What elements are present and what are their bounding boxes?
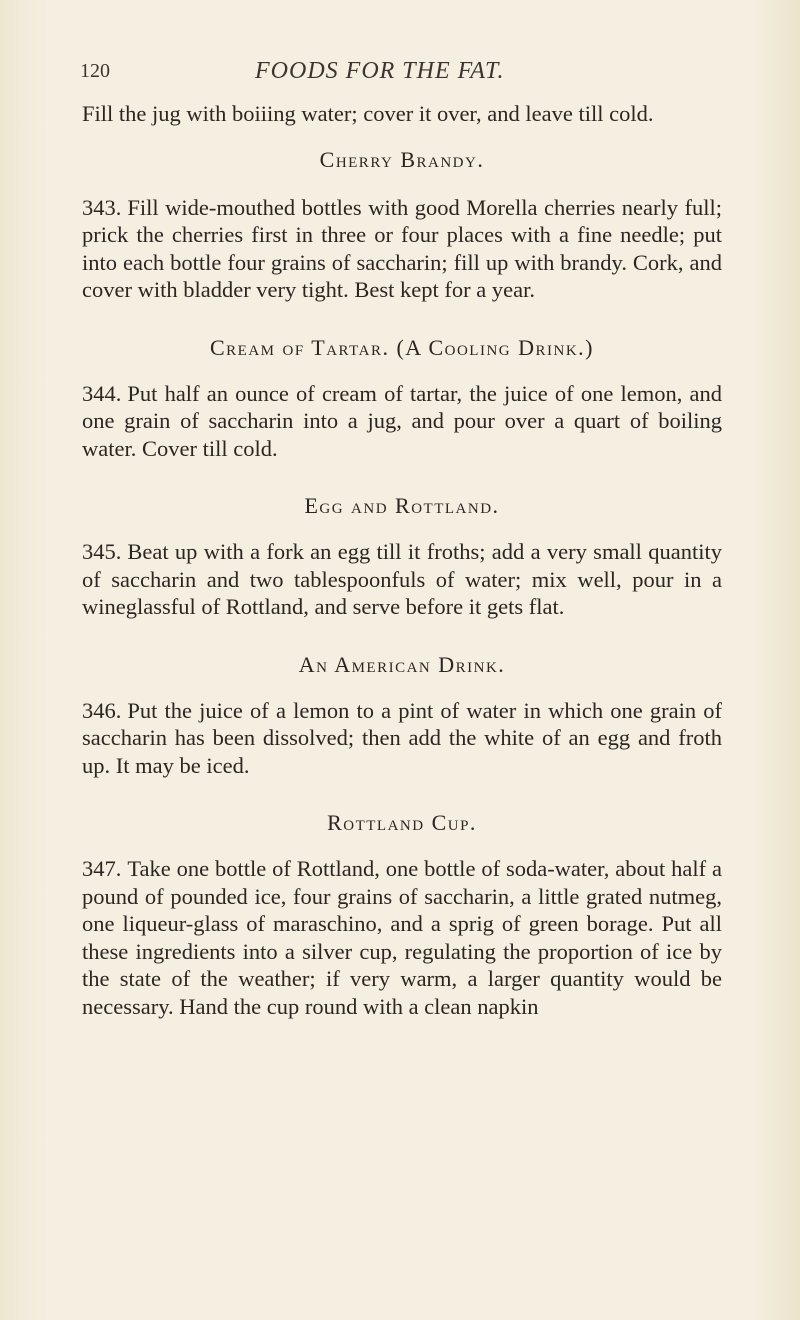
recipe-text: Fill wide-mouthed bottles with good Morella cherries nearly full; prick the cherries first in three or four places with a fine needle; put into each bottle four grains of saccharin; fill up with brandy. Cork, and cover with bladder very tight. Best kept for a year. xyxy=(82,194,722,302)
recipe-title: Cream of Tartar. (A Cooling Drink.) xyxy=(209,334,594,360)
recipe-title: Egg and Rottland. xyxy=(304,493,500,518)
recipe-paragraph xyxy=(82,697,722,780)
recipe-number: 343. xyxy=(82,194,122,220)
intro-paragraph: Fill the jug with boiiing water; cover it over, and leave till cold. xyxy=(82,101,654,126)
recipe-paragraph xyxy=(82,538,722,621)
recipe-number: 347. xyxy=(82,856,122,881)
recipe-text: Put the juice of a lemon to a pint of water in which one grain of saccharin has been dissolved; then add the white of an egg and froth up. It may be iced. xyxy=(82,697,722,778)
running-title: FOODS FOR THE FAT. xyxy=(255,58,505,84)
page-body xyxy=(82,100,722,1020)
recipe-number: 344. xyxy=(82,380,122,406)
recipe-text: Take one bottle of Rottland, one bottle of soda-water, about half a pound of pounded ice, four grains of saccharin, a little grated nutmeg, one liqueur-glass of maraschino, and a sprig of green borage. Put all these ingredients into a silver cup, regulating the proportion of ice by the state of the weather; if very warm, a larger quantity would be necessary. Hand the cup round with a clean napkin xyxy=(82,856,722,1019)
recipe-title: An American Drink. xyxy=(298,651,506,677)
recipe-paragraph xyxy=(82,855,722,1020)
recipe-number: 346. xyxy=(82,697,122,723)
page-number: 120 xyxy=(80,60,110,82)
recipe-title: Cherry Brandy. xyxy=(319,146,485,172)
recipe-text: Put half an ounce of cream of tartar, the juice of one lemon, and one grain of saccharin into a jug, and pour over a quart of boiling water. Cover till cold. xyxy=(82,380,722,461)
recipe-title: Rottland Cup. xyxy=(327,810,477,835)
page-header xyxy=(80,60,720,94)
recipe-paragraph xyxy=(82,380,722,463)
recipe-number: 345. xyxy=(82,539,122,564)
recipe-text: Beat up with a fork an egg till it froths; add a very small quantity of saccharin and two tablespoonfuls of water; mix well, pour in a wineglassful of Rottland, and serve before it gets flat. xyxy=(82,539,722,619)
recipe-paragraph xyxy=(82,194,722,304)
